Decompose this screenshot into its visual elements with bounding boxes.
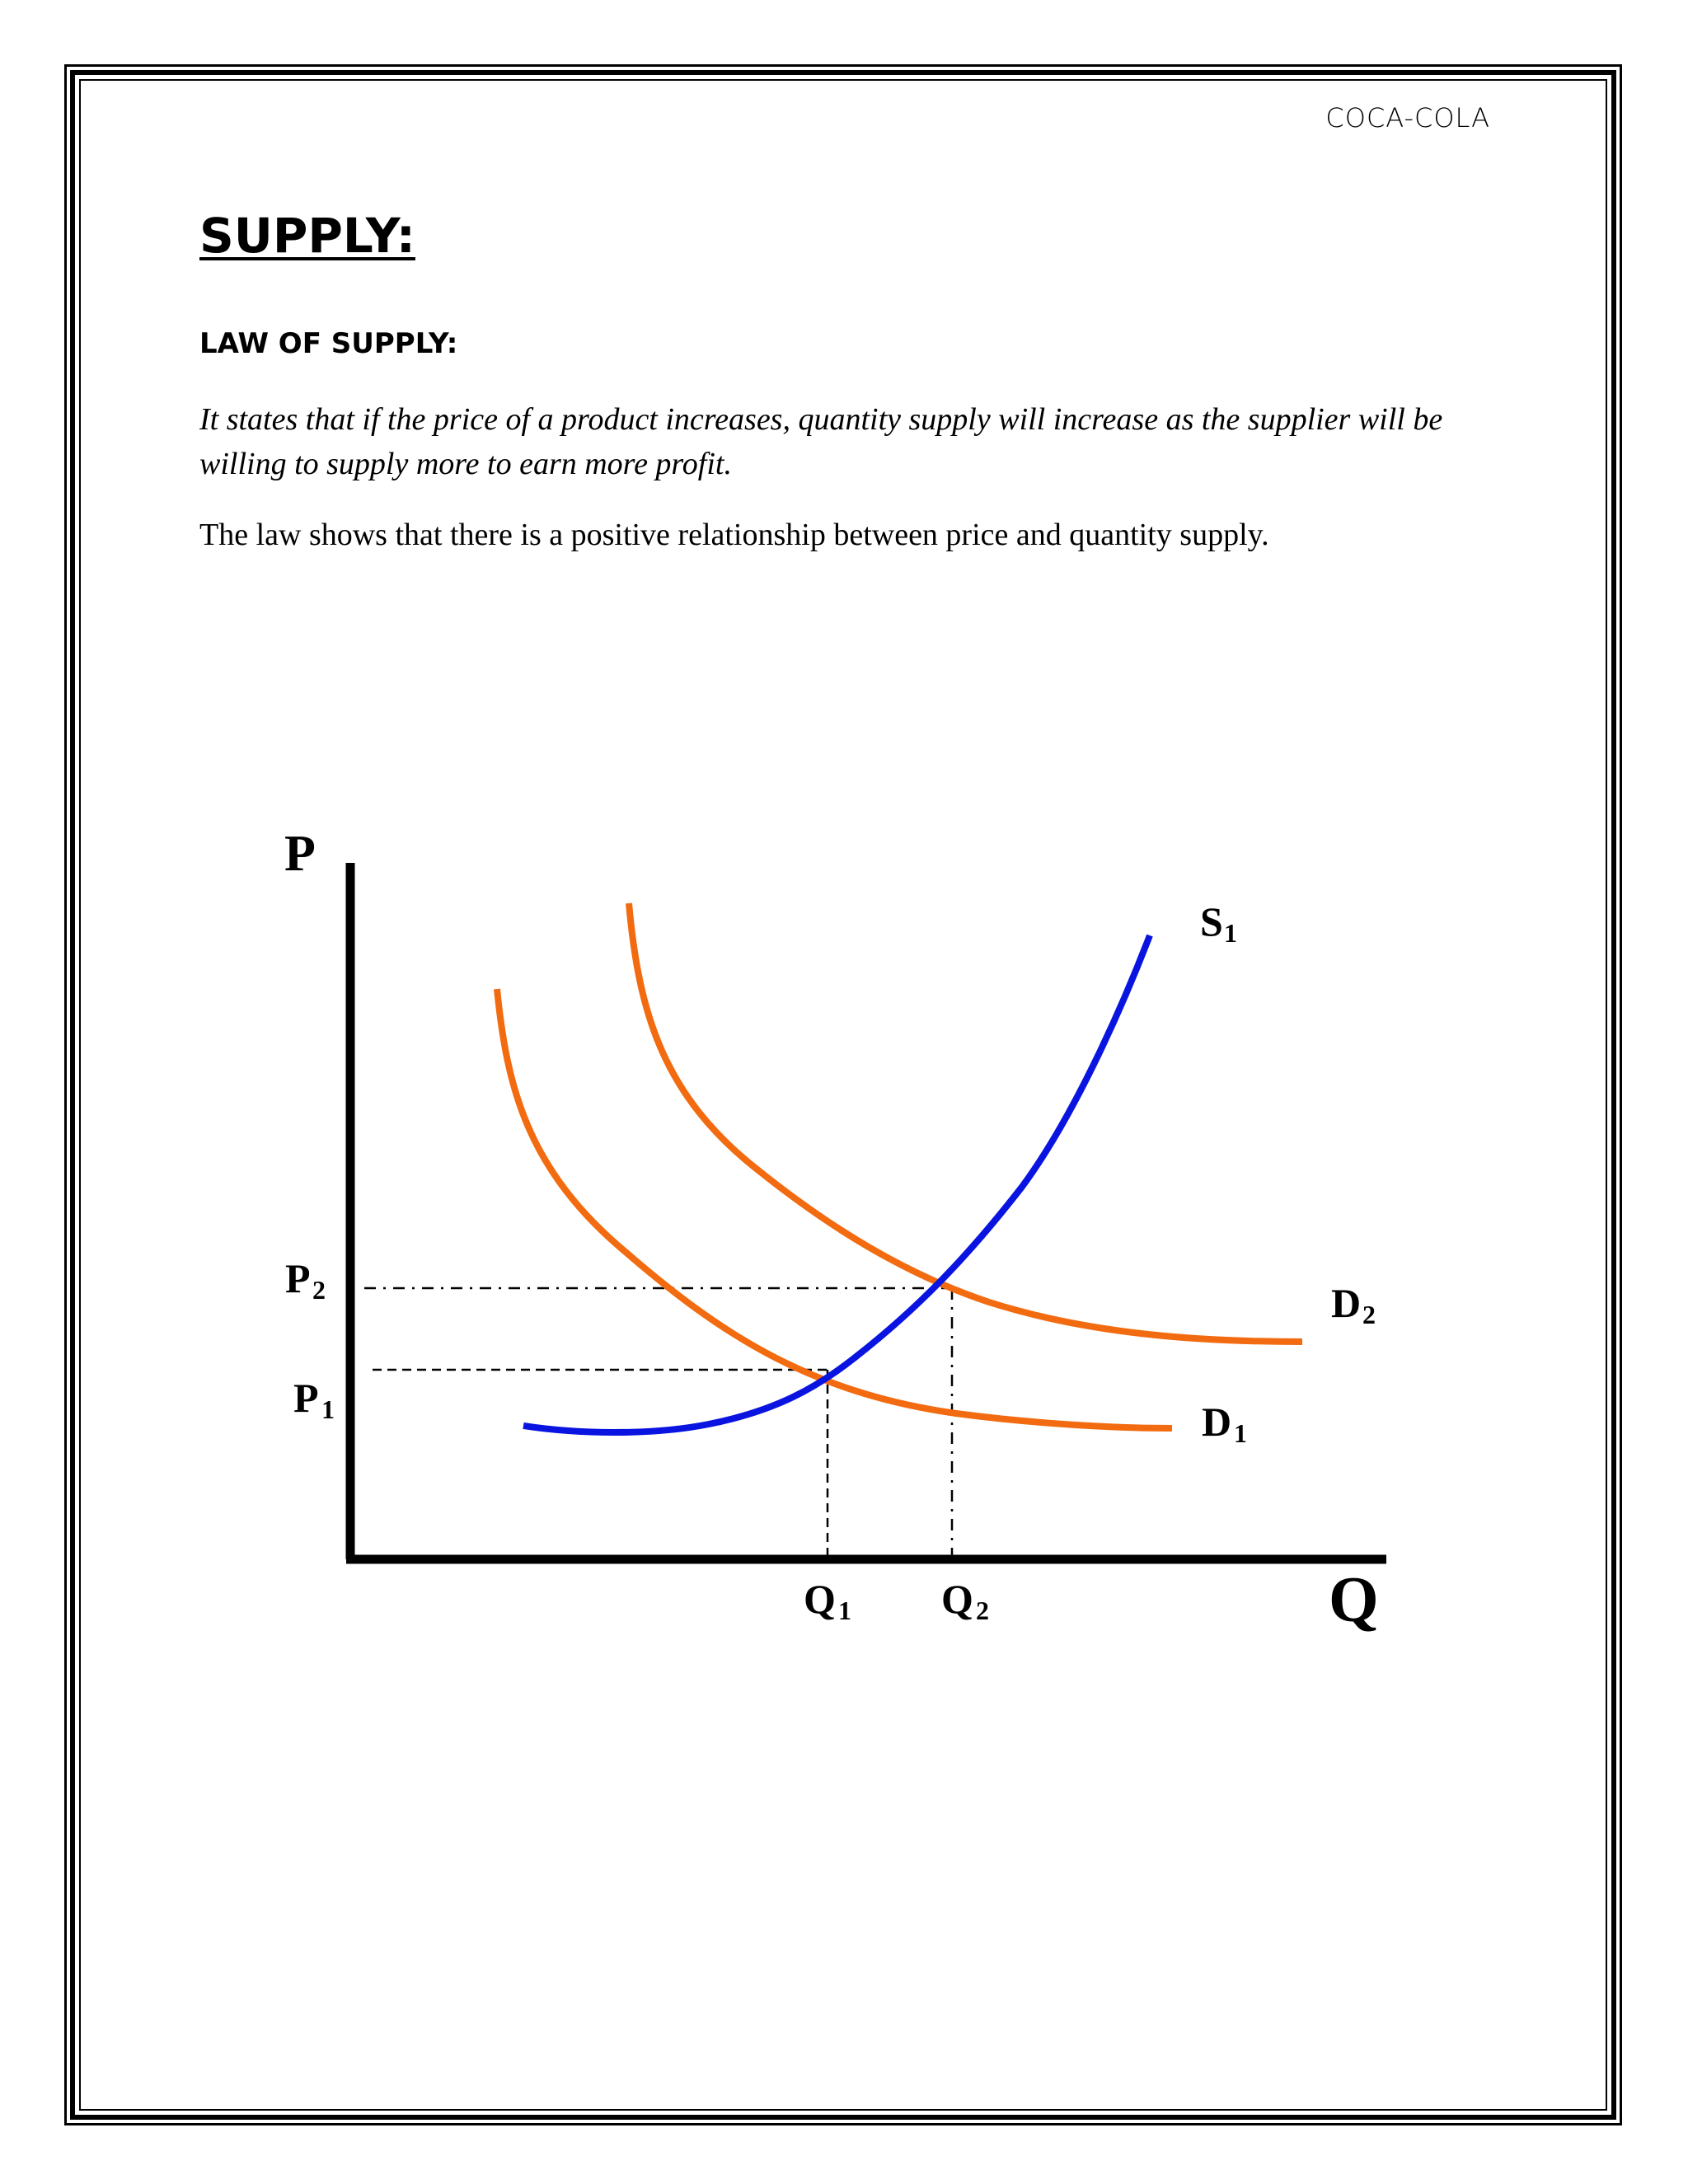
demand-curve-d2	[629, 903, 1302, 1342]
svg-text:1: 1	[838, 1596, 851, 1625]
d2-label	[1331, 1280, 1376, 1329]
law-definition: It states that if the price of a product increases, quantity supply will increase as the supplier will be willing to supply more to earn more profit.	[199, 402, 1443, 481]
svg-text:1: 1	[321, 1394, 335, 1424]
s1-label	[1200, 898, 1237, 948]
p2-label	[285, 1255, 326, 1305]
svg-text:S: S	[1200, 898, 1223, 944]
p1-label	[293, 1375, 335, 1424]
svg-text:1: 1	[1234, 1418, 1247, 1448]
svg-text:2: 2	[312, 1275, 326, 1305]
section-subheading: LAW OF SUPPLY:	[199, 327, 458, 360]
page-title: SUPPLY:	[199, 208, 415, 264]
svg-text:D: D	[1202, 1399, 1232, 1445]
svg-text:2: 2	[976, 1596, 989, 1625]
svg-text:P: P	[293, 1375, 319, 1421]
svg-text:Q: Q	[804, 1576, 836, 1622]
svg-text:D: D	[1331, 1280, 1362, 1326]
q2-label	[941, 1576, 989, 1625]
demand-curve-d1	[497, 989, 1172, 1428]
d1-label	[1202, 1399, 1247, 1448]
q1-label	[804, 1576, 851, 1625]
svg-text:P: P	[285, 1255, 311, 1301]
supply-curve-s1	[523, 935, 1150, 1432]
relationship-statement: The law shows that there is a positive relationship between price and quantity supply.	[199, 518, 1269, 552]
quantity-axis-label: Q	[1329, 1563, 1379, 1635]
price-axis-label: P	[284, 826, 316, 882]
svg-text:Q: Q	[941, 1576, 973, 1622]
page-header: COCA-COLA	[1325, 102, 1490, 134]
svg-text:1: 1	[1224, 918, 1237, 948]
svg-text:2: 2	[1362, 1300, 1376, 1329]
